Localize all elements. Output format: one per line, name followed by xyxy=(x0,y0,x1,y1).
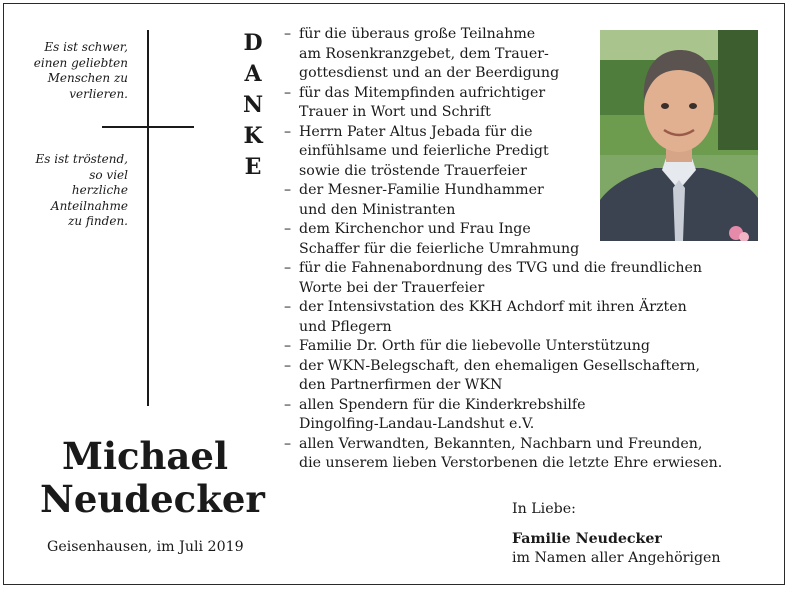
quote-bottom: Es ist tröstend, so viel herzliche Anteilnahme zu finden. xyxy=(35,152,128,228)
thanks-item: – allen Verwandten, Bekannten, Nachbarn und Freunden, die unserem lieben Verstorbenen die letzte Ehre erwiesen. xyxy=(284,435,729,474)
thanks-item: – Herrn Pater Altus Jebada für die einfühlsame und feierliche Predigt sowie die tröstende Trauerfeier xyxy=(284,123,729,182)
thanks-item: – der WKN-Belegschaft, den ehemaligen Gesellschaftern, den Partnerfirmen der WKN xyxy=(284,357,729,396)
cross-vertical-bar xyxy=(147,30,149,406)
thanks-item: – allen Spendern für die Kinderkrebshilfe Dingolfing-Landau-Landshut e.V. xyxy=(284,396,729,435)
place-date: Geisenhausen, im Juli 2019 xyxy=(47,539,244,555)
closing-block xyxy=(512,500,721,568)
thanks-item: – für das Mitempfinden aufrichtiger Trauer in Wort und Schrift xyxy=(284,84,729,123)
thanks-item: – für die überaus große Teilnahme am Rosenkranzgebet, dem Trauer- gottesdienst und an der Beerdigung xyxy=(284,25,729,84)
cross-horizontal-bar xyxy=(102,126,194,128)
closing-in-love: In Liebe: xyxy=(512,501,576,517)
thanks-item: – der Intensivstation des KKH Achdorf mit ihren Ärzten und Pflegern xyxy=(284,298,729,337)
danke-letter: A xyxy=(244,61,262,87)
danke-letter: N xyxy=(242,92,264,118)
danke-letter: E xyxy=(244,154,262,180)
quote-top: Es ist schwer, einen geliebten Menschen zu verlieren. xyxy=(33,40,128,101)
thanks-item: – Familie Dr. Orth für die liebevolle Unterstützung xyxy=(284,337,729,357)
danke-letter: D xyxy=(243,30,263,56)
closing-family: Familie Neudecker xyxy=(512,531,662,547)
thanks-item: – für die Fahnenabordnung des TVG und die freundlichen Worte bei der Trauerfeier xyxy=(284,259,729,298)
thanks-item: – der Mesner-Familie Hundhammer und den Ministranten xyxy=(284,181,729,220)
danke-heading xyxy=(238,28,268,183)
portrait-photo xyxy=(600,30,758,241)
last-name: Neudecker xyxy=(40,477,265,521)
deceased-name xyxy=(40,434,265,521)
closing-relatives: im Namen aller Angehörigen xyxy=(512,550,721,566)
thanks-item: – dem Kirchenchor und Frau Inge Schaffer für die feierliche Umrahmung xyxy=(284,220,729,259)
danke-letter: K xyxy=(243,123,263,149)
first-name: Michael xyxy=(61,434,228,478)
